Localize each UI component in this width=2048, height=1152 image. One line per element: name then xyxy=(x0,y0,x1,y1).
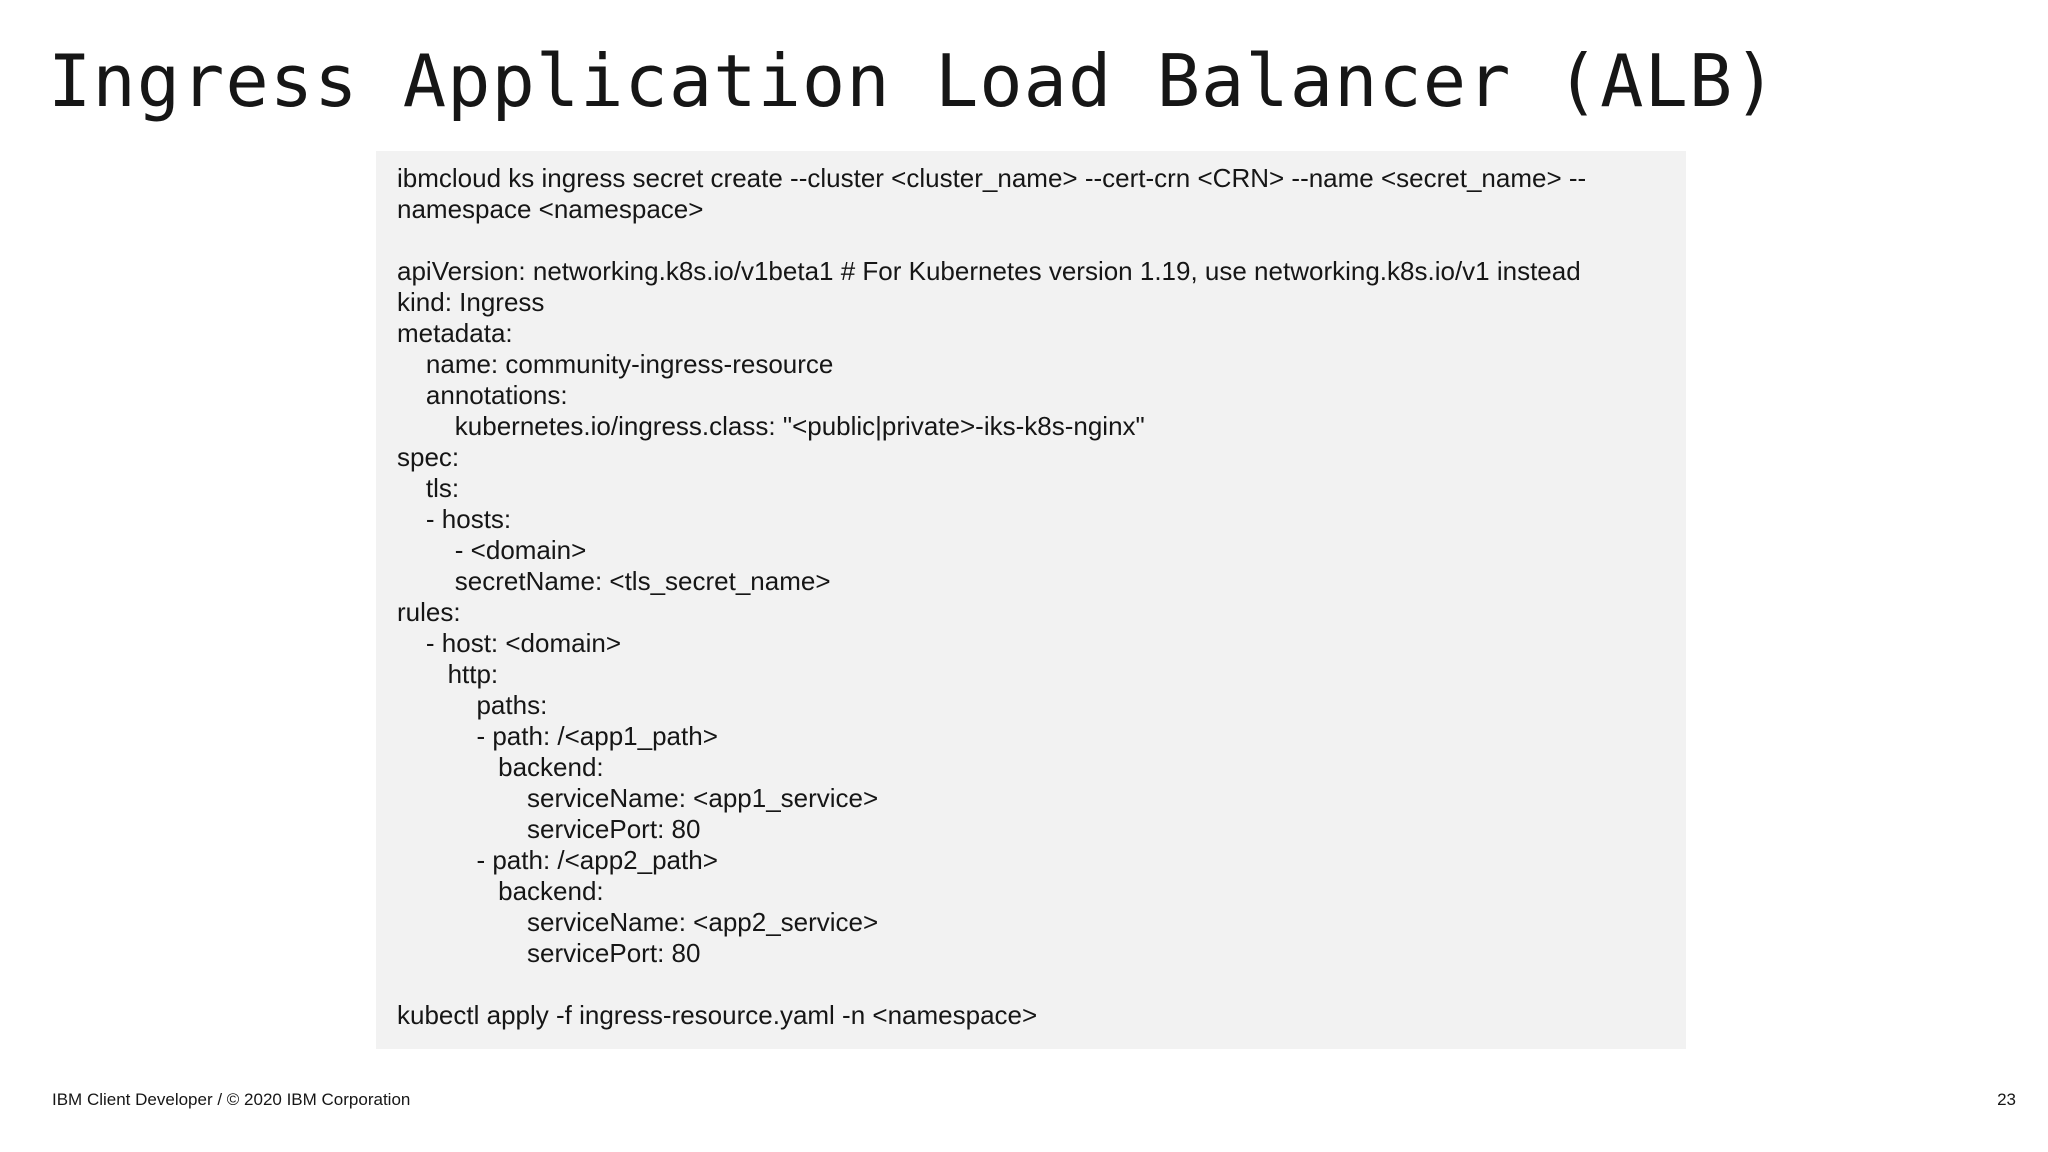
code-line xyxy=(397,225,1665,256)
code-line: kubernetes.io/ingress.class: "<public|private>-iks-k8s-nginx" xyxy=(397,411,1145,441)
code-line xyxy=(397,969,1665,1000)
code-line: name: community-ingress-resource xyxy=(397,349,834,379)
code-line: namespace <namespace> xyxy=(397,194,704,224)
slide-title: Ingress Application Load Balancer (ALB) xyxy=(48,39,1778,123)
code-line: annotations: xyxy=(397,380,568,410)
code-block xyxy=(376,151,1686,1049)
code-line: kubectl apply -f ingress-resource.yaml -n <namespace> xyxy=(397,1000,1038,1030)
code-line: servicePort: 80 xyxy=(397,814,701,844)
code-line: tls: xyxy=(397,473,460,503)
code-line: paths: xyxy=(397,690,548,720)
footer-copyright: IBM Client Developer / © 2020 IBM Corporation xyxy=(52,1090,411,1109)
code-line: - path: /<app1_path> xyxy=(397,721,718,751)
code-line: backend: xyxy=(397,752,604,782)
code-line: - <domain> xyxy=(397,535,587,565)
code-line: http: xyxy=(397,659,499,689)
code-line: spec: xyxy=(397,442,460,472)
code-line: rules: xyxy=(397,597,461,627)
code-line: serviceName: <app2_service> xyxy=(397,907,879,937)
code-line: ibmcloud ks ingress secret create --cluster <cluster_name> --cert-crn <CRN> --name <secret_name> -- xyxy=(397,163,1587,193)
code-line: - path: /<app2_path> xyxy=(397,845,718,875)
code-line: - hosts: xyxy=(397,504,512,534)
code-line: apiVersion: networking.k8s.io/v1beta1 # For Kubernetes version 1.19, use networking.k8s.io/v1 instead xyxy=(397,256,1581,286)
code-line: - host: <domain> xyxy=(397,628,622,658)
code-line: backend: xyxy=(397,876,604,906)
code-line: servicePort: 80 xyxy=(397,938,701,968)
code-line: kind: Ingress xyxy=(397,287,545,317)
code-line: serviceName: <app1_service> xyxy=(397,783,879,813)
code-line: metadata: xyxy=(397,318,513,348)
page-number: 23 xyxy=(1997,1090,2016,1109)
code-line: secretName: <tls_secret_name> xyxy=(397,566,831,596)
